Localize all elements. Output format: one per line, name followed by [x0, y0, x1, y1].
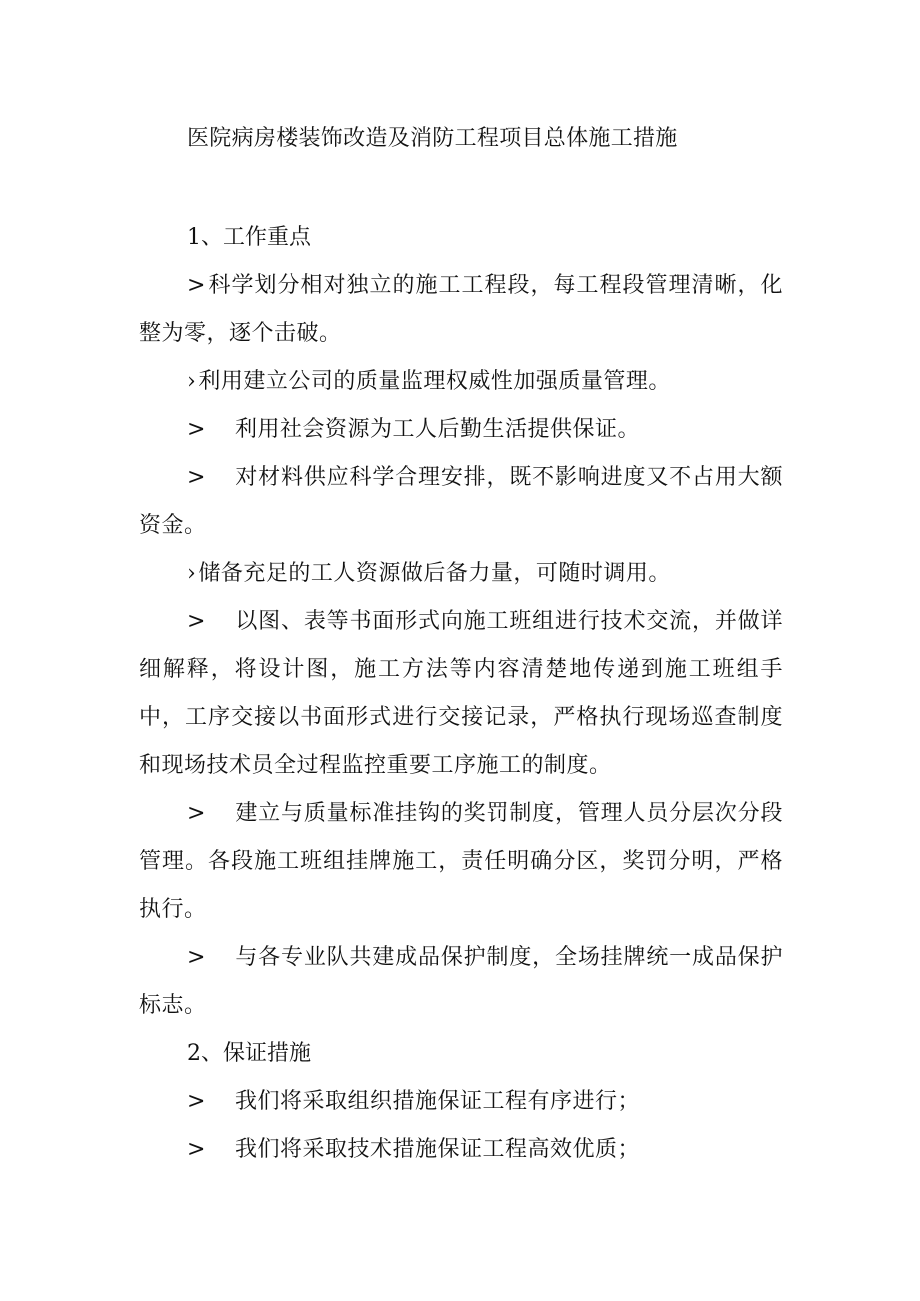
bullet-icon: › [187, 561, 197, 586]
bullet-icon: > [187, 1089, 206, 1114]
section-1-item-8 [139, 934, 783, 1030]
item-text: 利用建立公司的质量监理权威性加强质量管理。 [198, 369, 671, 394]
item-text: 科学划分相对独立的施工工程段，每工程段管理清晰，化整为零，逐个击破。 [139, 273, 783, 346]
section-1-item-6 [139, 598, 783, 790]
section-1-item-7 [139, 790, 783, 934]
section-1-item-2 [139, 358, 783, 406]
bullet-icon: > [187, 801, 206, 826]
item-text: 对材料供应科学合理安排，既不影响进度又不占用大额资金。 [139, 465, 783, 538]
bullet-icon: > [187, 417, 206, 442]
bullet-icon: > [187, 273, 206, 298]
section-2-heading: 2、保证措施 [187, 1041, 311, 1066]
section-2-item-1 [139, 1078, 783, 1126]
bullet-icon: > [187, 609, 206, 634]
bullet-icon: › [187, 369, 197, 394]
item-text: 与各专业队共建成品保护制度，全场挂牌统一成品保护标志。 [139, 945, 783, 1018]
item-text: 建立与质量标准挂钩的奖罚制度，管理人员分层次分段管理。各段施工班组挂牌施工，责任明确分区，奖罚分明，严格执行。 [139, 801, 783, 922]
bullet-icon: > [187, 945, 206, 970]
bullet-icon: > [187, 465, 206, 490]
section-1-item-4 [139, 454, 783, 550]
section-2-item-2 [139, 1126, 783, 1174]
section-1-item-1 [139, 262, 783, 358]
section-1-item-5 [139, 550, 783, 598]
document-title: 医院病房楼装饰改造及消防工程项目总体施工措施 [187, 126, 678, 151]
bullet-icon: > [187, 1137, 206, 1162]
item-text: 我们将采取组织措施保证工程有序进行； [235, 1089, 641, 1114]
item-text: 我们将采取技术措施保证工程高效优质； [235, 1137, 641, 1162]
item-text: 以图、表等书面形式向施工班组进行技术交流，并做详细解释，将设计图，施工方法等内容清楚地传递到施工班组手中，工序交接以书面形式进行交接记录，严格执行现场巡查制度和现场技术员全过程监控重要工序施工的制度。 [139, 609, 783, 778]
section-1-heading: 1、工作重点 [187, 225, 311, 250]
document-body [139, 214, 783, 1174]
item-text: 储备充足的工人资源做后备力量，可随时调用。 [198, 561, 671, 586]
item-text: 利用社会资源为工人后勤生活提供保证。 [235, 417, 641, 442]
section-1-item-3 [139, 406, 783, 454]
